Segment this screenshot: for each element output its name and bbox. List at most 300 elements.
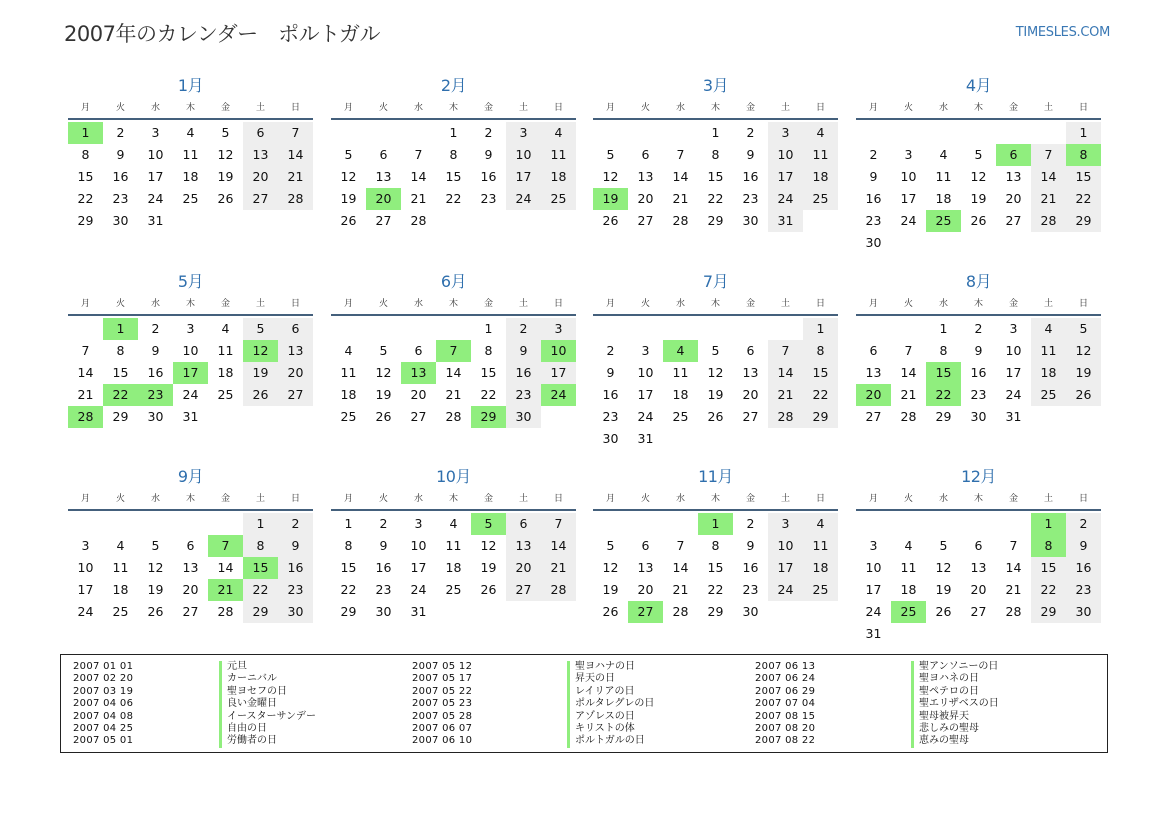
weekday-label: 月 (80, 494, 90, 504)
day-cell: 4 (803, 122, 838, 144)
weekday-label: 日 (815, 299, 825, 309)
day-cell: 22 (1031, 579, 1066, 601)
holiday-name: 聖エリザベスの日 (911, 698, 999, 710)
weekday-label: 金 (220, 299, 230, 309)
day-cell: 15 (112, 365, 129, 380)
day-cell: 8 (243, 535, 278, 557)
weekday-label: 月 (80, 299, 90, 309)
day-cell: 5 (243, 318, 278, 340)
day-cell: 18 (900, 582, 917, 597)
weekday-label: 月 (80, 103, 90, 113)
day-cell: 23 (278, 579, 313, 601)
weekday-label: 土 (255, 103, 265, 113)
day-cell: 27 (182, 604, 199, 619)
day-cell: 8 (81, 147, 90, 162)
weekday-header (593, 295, 838, 316)
day-cell: 21 (77, 387, 94, 402)
day-cell: 13 (278, 340, 313, 362)
day-cell: 14 (1031, 166, 1066, 188)
day-cell: 24 (865, 604, 882, 619)
day-cell: 2 (974, 321, 983, 336)
empty-cell (208, 513, 243, 535)
holiday-day-cell: 25 (891, 601, 926, 623)
day-cell: 20 (742, 387, 759, 402)
day-cell: 19 (340, 191, 357, 206)
day-cell: 2 (746, 516, 755, 531)
empty-cell (733, 318, 768, 340)
day-cell: 9 (506, 340, 541, 362)
holiday-name: キリストの体 (567, 723, 635, 735)
day-cell: 23 (865, 213, 882, 228)
weekday-label: 金 (1008, 103, 1018, 113)
day-cell: 21 (1031, 188, 1066, 210)
day-cell: 10 (506, 144, 541, 166)
weekday-label: 金 (1008, 494, 1018, 504)
day-cell: 24 (768, 579, 803, 601)
day-cell: 25 (445, 582, 462, 597)
day-cell: 12 (375, 365, 392, 380)
day-cell: 6 (186, 538, 195, 553)
day-cell: 8 (939, 343, 948, 358)
holiday-date: 2007 01 01 (73, 661, 134, 672)
weekday-label: 月 (868, 299, 878, 309)
holiday-name: アゾレスの日 (567, 711, 635, 723)
holiday-date: 2007 05 22 (412, 685, 473, 697)
day-cell: 10 (1005, 343, 1022, 358)
day-cell: 8 (344, 538, 353, 553)
holiday-day-cell: 7 (436, 340, 471, 362)
holiday-date: 2007 05 17 (412, 673, 473, 685)
day-cell: 1 (1066, 122, 1101, 144)
weekday-header (331, 99, 576, 120)
day-cell: 16 (506, 362, 541, 384)
day-cell: 27 (742, 409, 759, 424)
empty-cell (366, 318, 401, 340)
holiday-day-cell: 25 (926, 210, 961, 232)
day-cell: 2 (484, 125, 493, 140)
day-cell: 22 (77, 191, 94, 206)
holiday-date: 2007 06 10 (412, 735, 473, 747)
day-cell: 26 (1066, 384, 1101, 406)
holiday-date: 2007 04 08 (73, 710, 134, 722)
day-cell: 1 (711, 125, 720, 140)
weekday-label: 土 (518, 299, 528, 309)
day-cell: 7 (278, 122, 313, 144)
day-cell: 16 (112, 169, 129, 184)
day-cell: 15 (803, 362, 838, 384)
month-10 (331, 464, 576, 623)
day-cell: 1 (803, 318, 838, 340)
day-cell: 17 (768, 557, 803, 579)
day-cell: 3 (1009, 321, 1018, 336)
empty-cell (593, 513, 628, 535)
day-cell: 29 (243, 601, 278, 623)
day-cell: 4 (1031, 318, 1066, 340)
day-cell: 28 (672, 213, 689, 228)
day-cell: 12 (935, 560, 952, 575)
day-cell: 9 (746, 147, 755, 162)
day-cell: 7 (1009, 538, 1018, 553)
month-9 (68, 464, 313, 623)
holiday-name: 聖ヨセフの日 (219, 686, 287, 698)
day-cell: 26 (602, 604, 619, 619)
day-cell: 3 (151, 125, 160, 140)
day-cell: 8 (711, 538, 720, 553)
day-cell: 7 (904, 343, 913, 358)
day-grid (856, 122, 1101, 254)
holiday-day-cell: 28 (68, 406, 103, 428)
day-cell: 12 (1066, 340, 1101, 362)
day-cell: 18 (1031, 362, 1066, 384)
day-cell: 30 (147, 409, 164, 424)
day-cell: 22 (1066, 188, 1101, 210)
day-cell: 27 (243, 188, 278, 210)
day-cell: 24 (768, 188, 803, 210)
day-cell: 4 (221, 321, 230, 336)
day-cell: 9 (1066, 535, 1101, 557)
weekday-header (593, 490, 838, 511)
weekday-label: 木 (973, 103, 983, 113)
weekday-label: 日 (290, 103, 300, 113)
day-cell: 21 (445, 387, 462, 402)
empty-cell (593, 122, 628, 144)
month-5 (68, 269, 313, 428)
day-cell: 13 (742, 365, 759, 380)
day-cell: 13 (637, 560, 654, 575)
day-cell: 14 (410, 169, 427, 184)
holiday-day-cell: 23 (138, 384, 173, 406)
day-cell: 19 (147, 582, 164, 597)
holiday-name: イースターサンデー (219, 711, 316, 723)
holiday-name: 自由の日 (219, 723, 267, 735)
holiday-day-cell: 22 (926, 384, 961, 406)
day-cell: 19 (375, 387, 392, 402)
day-cell: 25 (340, 409, 357, 424)
day-cell: 12 (707, 365, 724, 380)
weekday-label: 水 (938, 103, 948, 113)
holiday-day-cell: 1 (68, 122, 103, 144)
weekday-label: 日 (1078, 103, 1088, 113)
day-cell: 20 (506, 557, 541, 579)
day-cell: 16 (147, 365, 164, 380)
empty-cell (856, 122, 891, 144)
day-cell: 25 (672, 409, 689, 424)
day-cell: 4 (344, 343, 353, 358)
holiday-day-cell: 5 (471, 513, 506, 535)
day-cell: 19 (707, 387, 724, 402)
day-cell: 17 (637, 387, 654, 402)
day-cell: 24 (637, 409, 654, 424)
holiday-day-cell: 27 (628, 601, 663, 623)
day-cell: 28 (1031, 210, 1066, 232)
day-cell: 20 (970, 582, 987, 597)
day-cell: 6 (414, 343, 423, 358)
day-cell: 11 (900, 560, 917, 575)
day-cell: 14 (1005, 560, 1022, 575)
day-cell: 21 (541, 557, 576, 579)
day-cell: 16 (278, 557, 313, 579)
empty-cell (331, 122, 366, 144)
day-grid (68, 318, 313, 428)
day-cell: 18 (445, 560, 462, 575)
day-cell: 6 (641, 538, 650, 553)
month-4 (856, 73, 1101, 254)
holiday-date: 2007 06 13 (755, 661, 816, 672)
day-cell: 25 (182, 191, 199, 206)
day-cell: 10 (77, 560, 94, 575)
day-cell: 10 (865, 560, 882, 575)
empty-cell (996, 513, 1031, 535)
day-cell: 23 (602, 409, 619, 424)
day-cell: 30 (112, 213, 129, 228)
day-cell: 4 (449, 516, 458, 531)
empty-cell (996, 122, 1031, 144)
day-cell: 3 (869, 538, 878, 553)
day-cell: 14 (672, 560, 689, 575)
day-cell: 12 (217, 147, 234, 162)
holiday-date: 2007 08 22 (755, 735, 816, 747)
day-cell: 27 (375, 213, 392, 228)
weekday-label: 土 (518, 494, 528, 504)
day-cell: 10 (637, 365, 654, 380)
day-cell: 5 (379, 343, 388, 358)
weekday-label: 金 (483, 103, 493, 113)
day-cell: 13 (865, 365, 882, 380)
month-7 (593, 269, 838, 450)
weekday-label: 日 (1078, 494, 1088, 504)
day-cell: 5 (1066, 318, 1101, 340)
day-cell: 17 (865, 582, 882, 597)
holiday-name: 元旦 (219, 661, 247, 673)
day-cell: 28 (278, 188, 313, 210)
day-cell: 7 (1031, 144, 1066, 166)
day-cell: 3 (81, 538, 90, 553)
month-8 (856, 269, 1101, 428)
empty-cell (138, 513, 173, 535)
day-cell: 22 (480, 387, 497, 402)
day-cell: 2 (869, 147, 878, 162)
day-cell: 19 (1066, 362, 1101, 384)
day-cell: 14 (541, 535, 576, 557)
day-cell: 11 (182, 147, 199, 162)
day-cell: 11 (217, 343, 234, 358)
day-cell: 26 (707, 409, 724, 424)
month-12 (856, 464, 1101, 645)
day-cell: 31 (182, 409, 199, 424)
empty-cell (366, 122, 401, 144)
day-cell: 16 (1066, 557, 1101, 579)
day-cell: 5 (939, 538, 948, 553)
weekday-label: 木 (185, 103, 195, 113)
weekday-label: 月 (343, 494, 353, 504)
day-cell: 30 (970, 409, 987, 424)
day-cell: 16 (742, 169, 759, 184)
day-cell: 20 (637, 191, 654, 206)
holiday-date: 2007 02 20 (73, 673, 134, 685)
day-cell: 6 (506, 513, 541, 535)
empty-cell (1031, 122, 1066, 144)
weekday-header (856, 490, 1101, 511)
day-cell: 10 (410, 538, 427, 553)
day-cell: 29 (707, 604, 724, 619)
day-cell: 12 (970, 169, 987, 184)
day-cell: 2 (379, 516, 388, 531)
day-cell: 11 (1031, 340, 1066, 362)
day-cell: 4 (939, 147, 948, 162)
day-grid (856, 513, 1101, 645)
day-cell: 22 (243, 579, 278, 601)
month-3 (593, 73, 838, 232)
day-cell: 20 (278, 362, 313, 384)
day-cell: 5 (974, 147, 983, 162)
day-cell: 26 (480, 582, 497, 597)
weekday-label: 火 (378, 299, 388, 309)
day-cell: 24 (410, 582, 427, 597)
day-cell: 28 (768, 406, 803, 428)
day-cell: 26 (602, 213, 619, 228)
weekday-label: 土 (1043, 494, 1053, 504)
day-cell: 2 (151, 321, 160, 336)
holiday-day-cell: 1 (698, 513, 733, 535)
day-cell: 3 (768, 513, 803, 535)
day-cell: 2 (278, 513, 313, 535)
empty-cell (926, 513, 961, 535)
day-cell: 23 (112, 191, 129, 206)
day-cell: 14 (445, 365, 462, 380)
day-cell: 31 (147, 213, 164, 228)
weekday-label: 水 (150, 494, 160, 504)
weekday-label: 火 (903, 494, 913, 504)
day-cell: 9 (379, 538, 388, 553)
day-cell: 14 (768, 362, 803, 384)
site-link[interactable]: TIMESLES.COM (1015, 25, 1110, 40)
holiday-name: 悲しみの聖母 (911, 723, 979, 735)
day-cell: 21 (672, 582, 689, 597)
day-grid (331, 513, 576, 623)
holiday-date: 2007 05 23 (412, 698, 473, 710)
day-cell: 27 (410, 409, 427, 424)
weekday-label: 日 (553, 103, 563, 113)
holiday-name: 昇天の日 (567, 673, 615, 685)
day-cell: 18 (112, 582, 129, 597)
day-cell: 17 (768, 166, 803, 188)
weekday-label: 日 (290, 494, 300, 504)
day-cell: 18 (340, 387, 357, 402)
day-cell: 6 (869, 343, 878, 358)
day-cell: 15 (1031, 557, 1066, 579)
day-grid (593, 122, 838, 232)
day-cell: 1 (344, 516, 353, 531)
weekday-label: 金 (745, 494, 755, 504)
day-cell: 3 (186, 321, 195, 336)
day-cell: 2 (506, 318, 541, 340)
month-name: 5月 (177, 272, 204, 291)
day-cell: 30 (1066, 601, 1101, 623)
weekday-label: 木 (448, 103, 458, 113)
day-cell: 11 (803, 535, 838, 557)
day-cell: 28 (1005, 604, 1022, 619)
weekday-label: 月 (868, 103, 878, 113)
weekday-label: 水 (938, 299, 948, 309)
holiday-day-cell: 1 (103, 318, 138, 340)
weekday-label: 金 (483, 299, 493, 309)
day-cell: 28 (217, 604, 234, 619)
day-cell: 4 (116, 538, 125, 553)
weekday-label: 日 (815, 494, 825, 504)
day-cell: 14 (900, 365, 917, 380)
day-cell: 18 (935, 191, 952, 206)
day-cell: 3 (541, 318, 576, 340)
day-cell: 31 (410, 604, 427, 619)
day-cell: 12 (602, 169, 619, 184)
day-cell: 23 (375, 582, 392, 597)
day-cell: 20 (1005, 191, 1022, 206)
day-cell: 10 (182, 343, 199, 358)
holiday-day-cell: 15 (243, 557, 278, 579)
month-6 (331, 269, 576, 428)
month-name: 7月 (702, 272, 729, 291)
day-cell: 13 (182, 560, 199, 575)
day-cell: 15 (445, 169, 462, 184)
weekday-label: 土 (255, 494, 265, 504)
weekday-label: 土 (1043, 103, 1053, 113)
day-cell: 20 (637, 582, 654, 597)
empty-cell (698, 318, 733, 340)
day-cell: 24 (182, 387, 199, 402)
day-cell: 29 (707, 213, 724, 228)
weekday-header (331, 490, 576, 511)
day-cell: 28 (445, 409, 462, 424)
day-cell: 9 (869, 169, 878, 184)
weekday-label: 月 (343, 103, 353, 113)
weekday-label: 金 (220, 103, 230, 113)
weekday-label: 火 (378, 103, 388, 113)
day-cell: 30 (742, 604, 759, 619)
weekday-label: 火 (115, 299, 125, 309)
day-cell: 29 (1066, 210, 1101, 232)
holiday-day-cell: 4 (663, 340, 698, 362)
month-name: 8月 (965, 272, 992, 291)
weekday-label: 木 (185, 299, 195, 309)
weekday-label: 月 (605, 103, 615, 113)
weekday-label: 木 (185, 494, 195, 504)
day-cell: 4 (186, 125, 195, 140)
day-cell: 11 (340, 365, 357, 380)
empty-cell (628, 122, 663, 144)
day-cell: 25 (217, 387, 234, 402)
day-cell: 7 (81, 343, 90, 358)
day-cell: 2 (746, 125, 755, 140)
day-cell: 7 (414, 147, 423, 162)
day-cell: 27 (865, 409, 882, 424)
day-cell: 25 (541, 188, 576, 210)
day-cell: 16 (480, 169, 497, 184)
empty-cell (961, 122, 996, 144)
weekday-label: 水 (675, 299, 685, 309)
weekday-label: 水 (413, 103, 423, 113)
day-cell: 14 (278, 144, 313, 166)
day-cell: 12 (602, 560, 619, 575)
holiday-day-cell: 24 (541, 384, 576, 406)
day-cell: 18 (217, 365, 234, 380)
day-cell: 18 (803, 557, 838, 579)
weekday-label: 土 (780, 103, 790, 113)
month-name: 4月 (965, 76, 992, 95)
day-cell: 1 (449, 125, 458, 140)
holiday-day-cell: 20 (856, 384, 891, 406)
day-cell: 17 (147, 169, 164, 184)
day-cell: 23 (506, 384, 541, 406)
